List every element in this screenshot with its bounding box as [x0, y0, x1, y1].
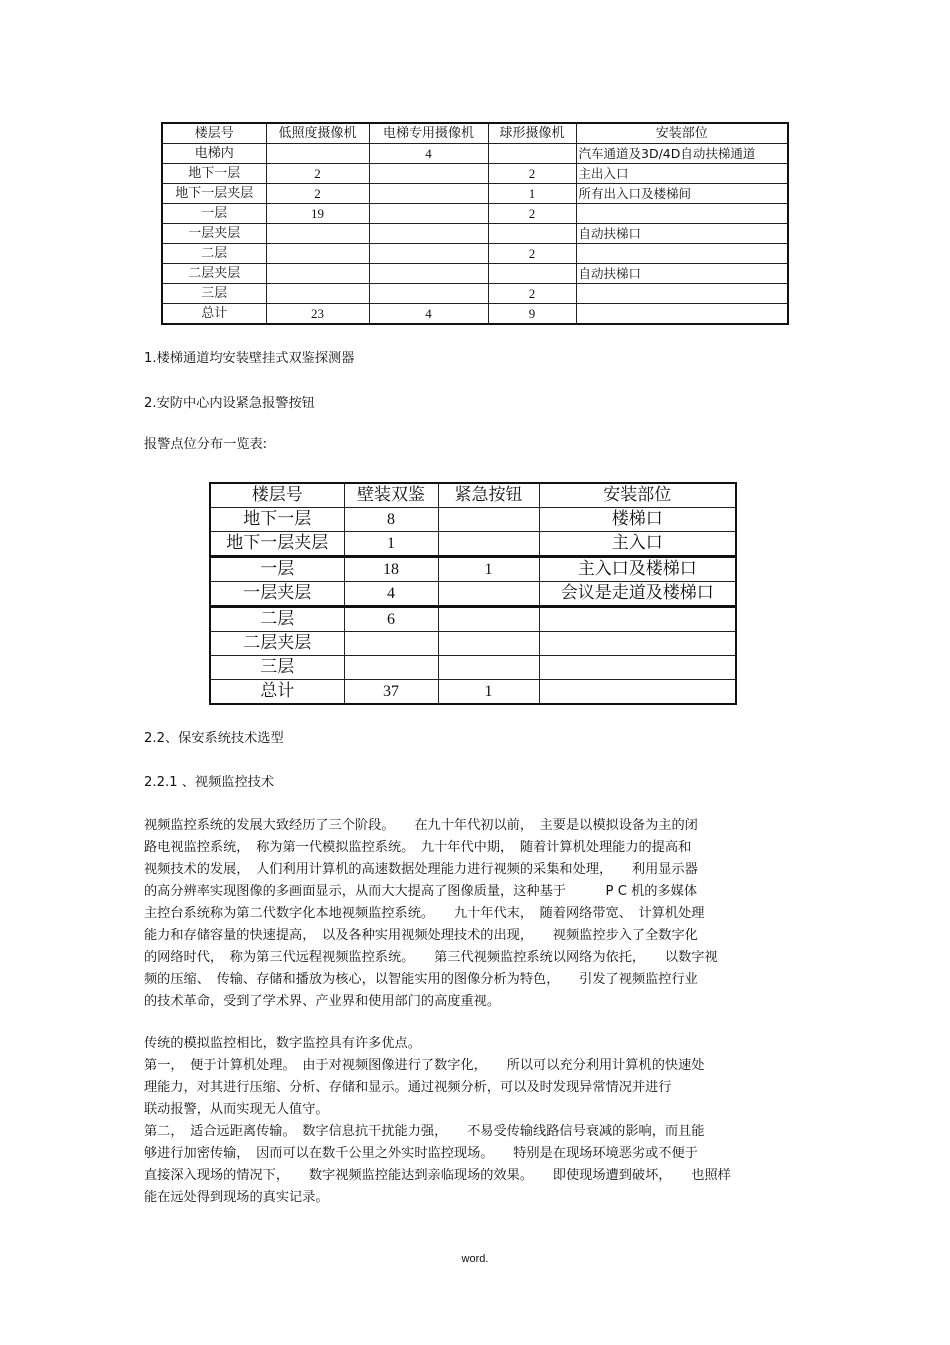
paragraph-line: 频的压缩、 传输、存储和播放为核心，以智能实用的图像分析为特色， 引发了视频监控行业 [144, 972, 698, 987]
paragraph-line: 的网络时代， 称为第三代远程视频监控系统。 第三代视频监控系统以网络为依托， 以数字视 [144, 950, 718, 965]
paragraph-line: 第二， 适合远距离传输。 数字信息抗干扰能力强， 不易受传输线路信号衰减的影响，而且能 [144, 1124, 705, 1139]
header-cell: 楼层号 [210, 483, 344, 508]
table-cell [369, 284, 488, 304]
table-cell: 一层夹层 [210, 582, 344, 607]
table-cell: 2 [488, 164, 576, 184]
table-cell: 所有出入口及楼梯间 [576, 184, 788, 204]
table-header-row [210, 483, 736, 508]
table-cell [488, 224, 576, 244]
table-cell [438, 607, 539, 632]
table-cell [488, 264, 576, 284]
paragraph-line: 能在远处得到现场的真实记录。 [144, 1190, 329, 1205]
header-cell: 低照度摄像机 [266, 123, 369, 144]
table-cell: 汽车通道及3D/4D自动扶梯通道 [576, 144, 788, 164]
table-cell: 自动扶梯口 [576, 224, 788, 244]
table-cell [539, 656, 736, 680]
table-cell: 主出入口 [576, 164, 788, 184]
table-row [162, 164, 788, 184]
table-cell: 2 [266, 184, 369, 204]
paragraph-line: 传统的模拟监控相比，数字监控具有许多优点。 [144, 1036, 421, 1051]
table-cell [266, 224, 369, 244]
table-cell [539, 632, 736, 656]
header-cell: 紧急按钮 [438, 483, 539, 508]
table-cell [488, 144, 576, 164]
header-cell: 楼层号 [162, 123, 266, 144]
table-row [162, 264, 788, 284]
paragraph-line: 直接深入现场的情况下， 数字视频监控能达到亲临现场的效果。 即使现场遭到破坏， 也照样 [144, 1168, 731, 1183]
paragraph-line: 的高分辨率实现图像的多画面显示，从而大大提高了图像质量，这种基于 P C 机的多媒体 [144, 884, 698, 899]
table-cell: 二层夹层 [210, 632, 344, 656]
table-cell [369, 244, 488, 264]
paragraph-line: 视频监控系统的发展大致经历了三个阶段。 在九十年代初以前， 主要是以模拟设备为主的闭 [144, 818, 698, 833]
paragraph-line: 的技术革命，受到了学术界、产业界和使用部门的高度重视。 [144, 994, 501, 1009]
header-cell: 球形摄像机 [488, 123, 576, 144]
table-cell: 主入口 [539, 532, 736, 557]
paragraph-line: 主控台系统称为第二代数字化本地视频监控系统。 九十年代末， 随着网络带宽、 计算机处理 [144, 906, 705, 921]
table-cell: 二层 [210, 607, 344, 632]
table-cell: 2 [488, 204, 576, 224]
table-row [162, 284, 788, 304]
note-emergency-button: 2.安防中心内设紧急报警按钮 [144, 396, 315, 411]
table-cell [576, 304, 788, 325]
note-stair-detectors: 1.楼梯通道均安装壁挂式双鉴探测器 [144, 351, 355, 366]
paragraph-line: 视频技术的发展， 人们利用计算机的高速数据处理能力进行视频的采集和处理， 利用显示器 [144, 862, 698, 877]
table-header-row [162, 123, 788, 144]
table-cell: 4 [369, 144, 488, 164]
table-cell: 2 [266, 164, 369, 184]
table-cell [576, 284, 788, 304]
table-cell: 三层 [162, 284, 266, 304]
table-cell: 4 [369, 304, 488, 325]
table-row [210, 656, 736, 680]
table-cell: 二层 [162, 244, 266, 264]
table-row [210, 632, 736, 656]
table-row [162, 184, 788, 204]
table-cell: 37 [344, 680, 438, 705]
table-cell: 主入口及楼梯口 [539, 557, 736, 582]
table-cell [344, 632, 438, 656]
paragraph-line: 理能力，对其进行压缩、分析、存储和显示。通过视频分析，可以及时发现异常情况并进行 [144, 1080, 672, 1095]
table-cell [438, 532, 539, 557]
table-row [162, 144, 788, 164]
table-cell: 1 [438, 557, 539, 582]
header-cell: 电梯专用摄像机 [369, 123, 488, 144]
table-cell: 地下一层 [162, 164, 266, 184]
table-cell: 一层夹层 [162, 224, 266, 244]
table-cell: 8 [344, 508, 438, 532]
table-cell [438, 656, 539, 680]
table-cell: 4 [344, 582, 438, 607]
table-cell [369, 264, 488, 284]
table-row [210, 532, 736, 557]
table-cell [266, 284, 369, 304]
header-cell: 安装部位 [576, 123, 788, 144]
table-cell [266, 144, 369, 164]
table-cell [438, 632, 539, 656]
table-cell: 9 [488, 304, 576, 325]
table-cell: 1 [488, 184, 576, 204]
table-row [210, 508, 736, 532]
table-cell [369, 164, 488, 184]
table-cell: 1 [344, 532, 438, 557]
table-row [210, 607, 736, 632]
table-cell [438, 508, 539, 532]
table-row [162, 204, 788, 224]
table-row [210, 680, 736, 705]
table-cell [266, 244, 369, 264]
table-cell: 楼梯口 [539, 508, 736, 532]
table-cell: 自动扶梯口 [576, 264, 788, 284]
table-cell [266, 264, 369, 284]
table-cell: 18 [344, 557, 438, 582]
table-cell [369, 204, 488, 224]
page-footer: word. [461, 1253, 489, 1265]
section-heading-2-2-1: 2.2.1 、视频监控技术 [144, 775, 275, 790]
table-cell: 2 [488, 284, 576, 304]
paragraph-line: 第一， 便于计算机处理。 由于对视频图像进行了数字化， 所以可以充分利用计算机的快速处 [144, 1058, 705, 1073]
alarm-table-caption: 报警点位分布一览表: [144, 437, 268, 452]
header-cell: 壁装双鉴 [344, 483, 438, 508]
table-cell [438, 582, 539, 607]
table-cell: 2 [488, 244, 576, 264]
paragraph-line: 联动报警，从而实现无人值守。 [144, 1102, 329, 1117]
table-cell [576, 244, 788, 264]
table-cell [369, 224, 488, 244]
table-cell: 地下一层 [210, 508, 344, 532]
table-cell: 地下一层夹层 [162, 184, 266, 204]
table-cell: 23 [266, 304, 369, 325]
table-cell: 总计 [162, 304, 266, 325]
table-row [162, 224, 788, 244]
alarm-table [209, 482, 737, 705]
table-cell: 总计 [210, 680, 344, 705]
table-cell: 19 [266, 204, 369, 224]
table-cell: 1 [438, 680, 539, 705]
table-cell: 电梯内 [162, 144, 266, 164]
table-cell: 一层 [210, 557, 344, 582]
table-cell [539, 607, 736, 632]
table-cell [344, 656, 438, 680]
table-row [162, 304, 788, 325]
table-row [210, 582, 736, 607]
table-cell [369, 184, 488, 204]
paragraph-digital-advantages [144, 1033, 809, 1209]
table-cell: 三层 [210, 656, 344, 680]
table-cell: 会议是走道及楼梯口 [539, 582, 736, 607]
camera-table [161, 122, 789, 325]
table-cell: 二层夹层 [162, 264, 266, 284]
table-cell: 地下一层夹层 [210, 532, 344, 557]
section-heading-2-2: 2.2、保安系统技术选型 [144, 731, 284, 746]
table-cell: 6 [344, 607, 438, 632]
paragraph-line: 够进行加密传输， 因而可以在数千公里之外实时监控现场。 特别是在现场环境恶劣或不便于 [144, 1146, 698, 1161]
paragraph-line: 能力和存储容量的快速提高， 以及各种实用视频处理技术的出现， 视频监控步入了全数字化 [144, 928, 698, 943]
table-cell: 一层 [162, 204, 266, 224]
header-cell: 安装部位 [539, 483, 736, 508]
table-cell [576, 204, 788, 224]
paragraph-video-history [144, 815, 809, 1013]
paragraph-line: 路电视监控系统， 称为第一代模拟监控系统。 九十年代中期， 随着计算机处理能力的提高和 [144, 840, 692, 855]
table-row [162, 244, 788, 264]
table-cell [539, 680, 736, 705]
table-row [210, 557, 736, 582]
